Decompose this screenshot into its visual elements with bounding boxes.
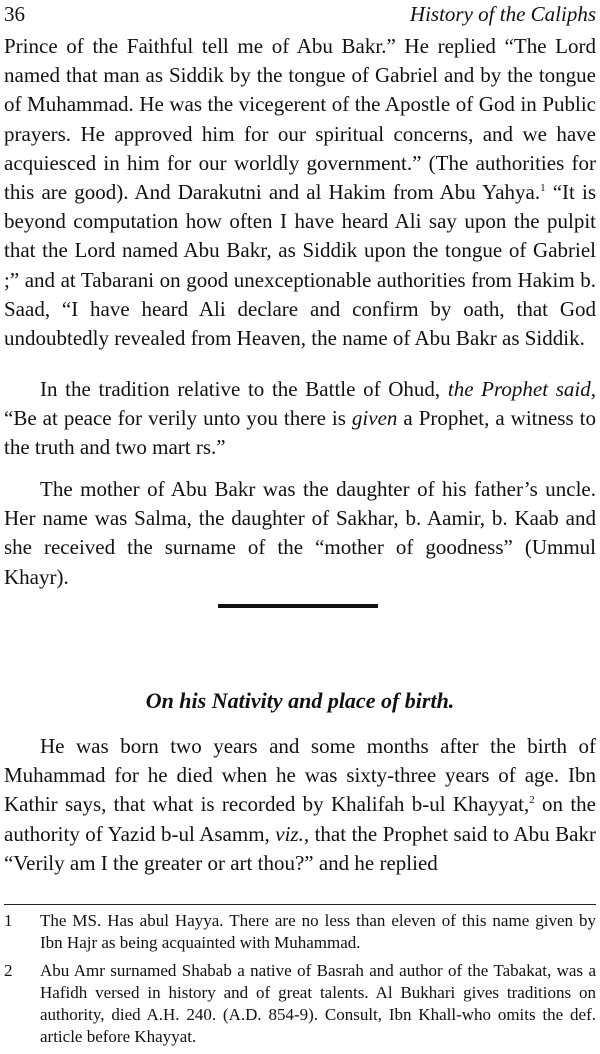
paragraph-1-text-b: “It is beyond computation how often I have heard Ali say upon the pulpit that the Lord named Abu Bakr, as Siddik upon the tongue of Gabriel ;” and at Tabarani on good unexceptionable authorities from Hakim b. Saad, “I have heard Ali declare and confirm by oath, that God undoubtedly revealed from Heaven, the name of Abu Bakr as Siddik. [4,180,596,351]
paragraph-1 [4,32,596,353]
section-heading: On his Nativity and place of birth. [145,688,455,713]
paragraph-2-italic-2: given [351,406,398,431]
footnote-number: 2 [4,961,13,980]
footnote-item [4,910,596,954]
page-header [4,2,596,30]
footnote-rule [4,904,596,905]
footnote-text: The MS. Has abul Hayya. There are no less than eleven of this name given by Ibn Hajr as being acquainted with Muhammad. [40,911,596,952]
paragraph-4-italic-1: viz., [275,821,310,846]
paragraph-3 [4,475,596,592]
paragraph-2 [4,375,596,463]
footnote-item [4,960,596,1048]
page-number: 36 [4,2,25,26]
paragraph-2-text-a: In the tradition relative to the Battle of Ohud, [40,377,448,401]
footnote-text: Abu Amr surnamed Shabab a native of Basrah and author of the Tabakat, was a Hafidh versed in history and of great talents. Al Bukhari gives traditions on authority, died A.H. 240. (A.D. 854-9). Consult, Ibn Khall-who omits the def. article before Khayyat. [40,961,596,1046]
footnote-ref-1: 1 [540,182,546,195]
running-head: History of the Caliphs [409,2,596,26]
paragraph-2-text-b: “Be at peace for verily unto you there is [4,406,352,431]
paragraph-4 [4,732,596,878]
paragraph-4-text-b: on the authority of Yazid b-ul Asamm, [4,792,596,846]
paragraph-2-italic-1: the Prophet said, [447,377,596,401]
paragraph-2-text-c: a Prophet, a witness to the truth and two mart rs.” [4,406,596,460]
footnotes [4,910,596,1054]
paragraph-3-text: The mother of Abu Bakr was the daughter of his father’s uncle. Her name was Salma, the daughter of Sakhar, b. Aamir, b. Kaab and she received the surname of the “mother of goodness” (Ummul Khayr). [4,477,596,589]
section-divider [218,604,378,608]
footnote-ref-2: 2 [529,794,535,807]
paragraph-4-text-a: He was born two years and some months after the birth of Muhammad for he died when he was sixty-three years of age. Ibn Kathir says, that what is recorded by Khalifah b-ul Khayyat, [4,734,596,817]
footnote-number: 1 [4,911,13,930]
paragraph-1-text-a: Prince of the Faithful tell me of Abu Bakr.” He replied “The Lord named that man as Siddik by the tongue of Gabriel and by the tongue of Muhammad. He was the vicegerent of the Apostle of God in Public prayers. He approved him for our spiritual concerns, and we have acquiesced in him for our worldly government.” (The authorities for this are good). And Darakutni and al Hakim from Abu Yahya. [4,34,596,205]
paragraph-4-text-c: that the Prophet said to Abu Bakr “Verily am I the greater or art thou?” and he replied [4,821,596,875]
